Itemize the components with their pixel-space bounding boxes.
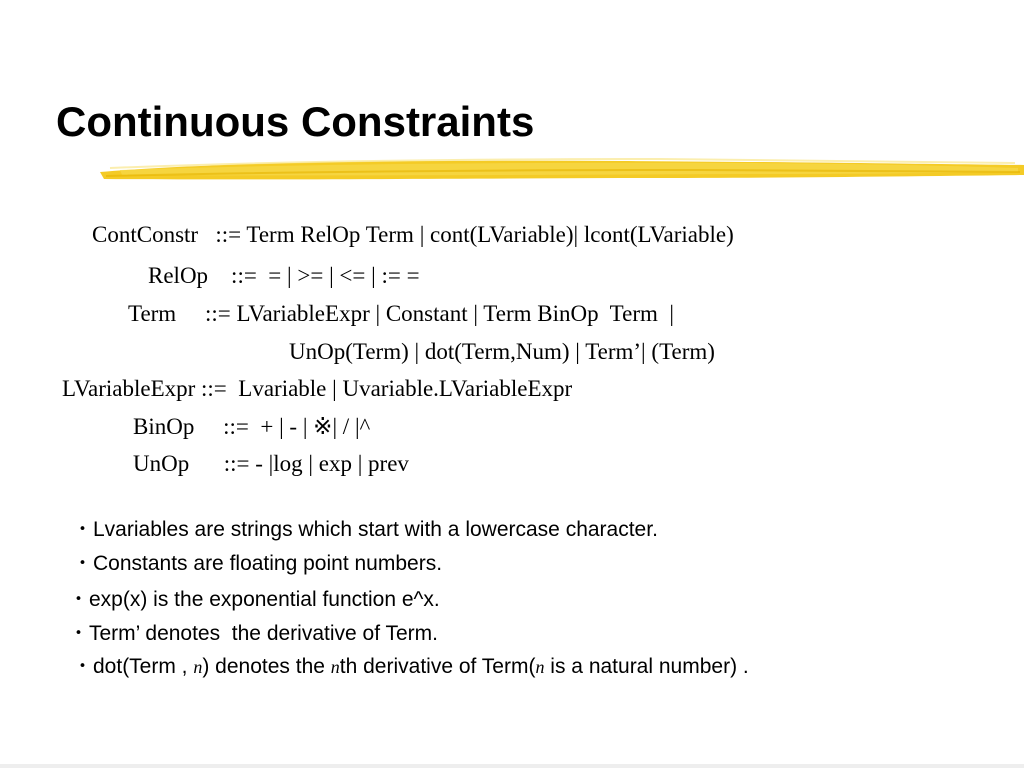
grammar-line-contconstr: ContConstr ::= Term RelOp Term | cont(LVariable)| lcont(LVariable)	[92, 222, 734, 247]
note-exp: ・exp(x) is the exponential function e^x.	[68, 588, 440, 611]
note-dot-n-2: n	[330, 657, 340, 677]
note-dot-part1: ・dot(Term ,	[72, 655, 194, 678]
note-dot-part2: ) denotes the	[202, 655, 331, 678]
note-dot-n-3: n	[535, 657, 545, 677]
note-constants: ・Constants are floating point numbers.	[72, 552, 443, 575]
grammar-line-lvariableexpr: LVariableExpr ::= Lvariable | Uvariable.LVariableExpr	[62, 376, 573, 401]
title-underline-highlight	[100, 150, 1024, 190]
note-dot-n-1: n	[193, 657, 203, 677]
grammar-line-term: Term ::= LVariableExpr | Constant | Term BinOp Term |	[128, 301, 674, 326]
grammar-line-unop: UnOp ::= - |log | exp | prev	[133, 451, 409, 476]
note-dot-part4: is a natural number) .	[544, 655, 749, 678]
slide-bottom-border	[0, 764, 1024, 768]
slide-title: Continuous Constraints	[56, 98, 535, 145]
grammar-line-binop: BinOp ::= + | - | ※| / |^	[133, 414, 371, 439]
note-term-derivative: ・Term’ denotes the derivative of Term.	[68, 622, 438, 645]
grammar-line-relop: RelOp ::= = | >= | <= | := =	[148, 263, 420, 288]
grammar-line-term-continuation: UnOp(Term) | dot(Term,Num) | Term’| (Term)	[289, 339, 715, 364]
note-dot	[72, 653, 749, 681]
note-lvariables: ・Lvariables are strings which start with a lowercase character.	[72, 518, 658, 541]
note-dot-part3: th derivative of Term(	[339, 655, 536, 678]
